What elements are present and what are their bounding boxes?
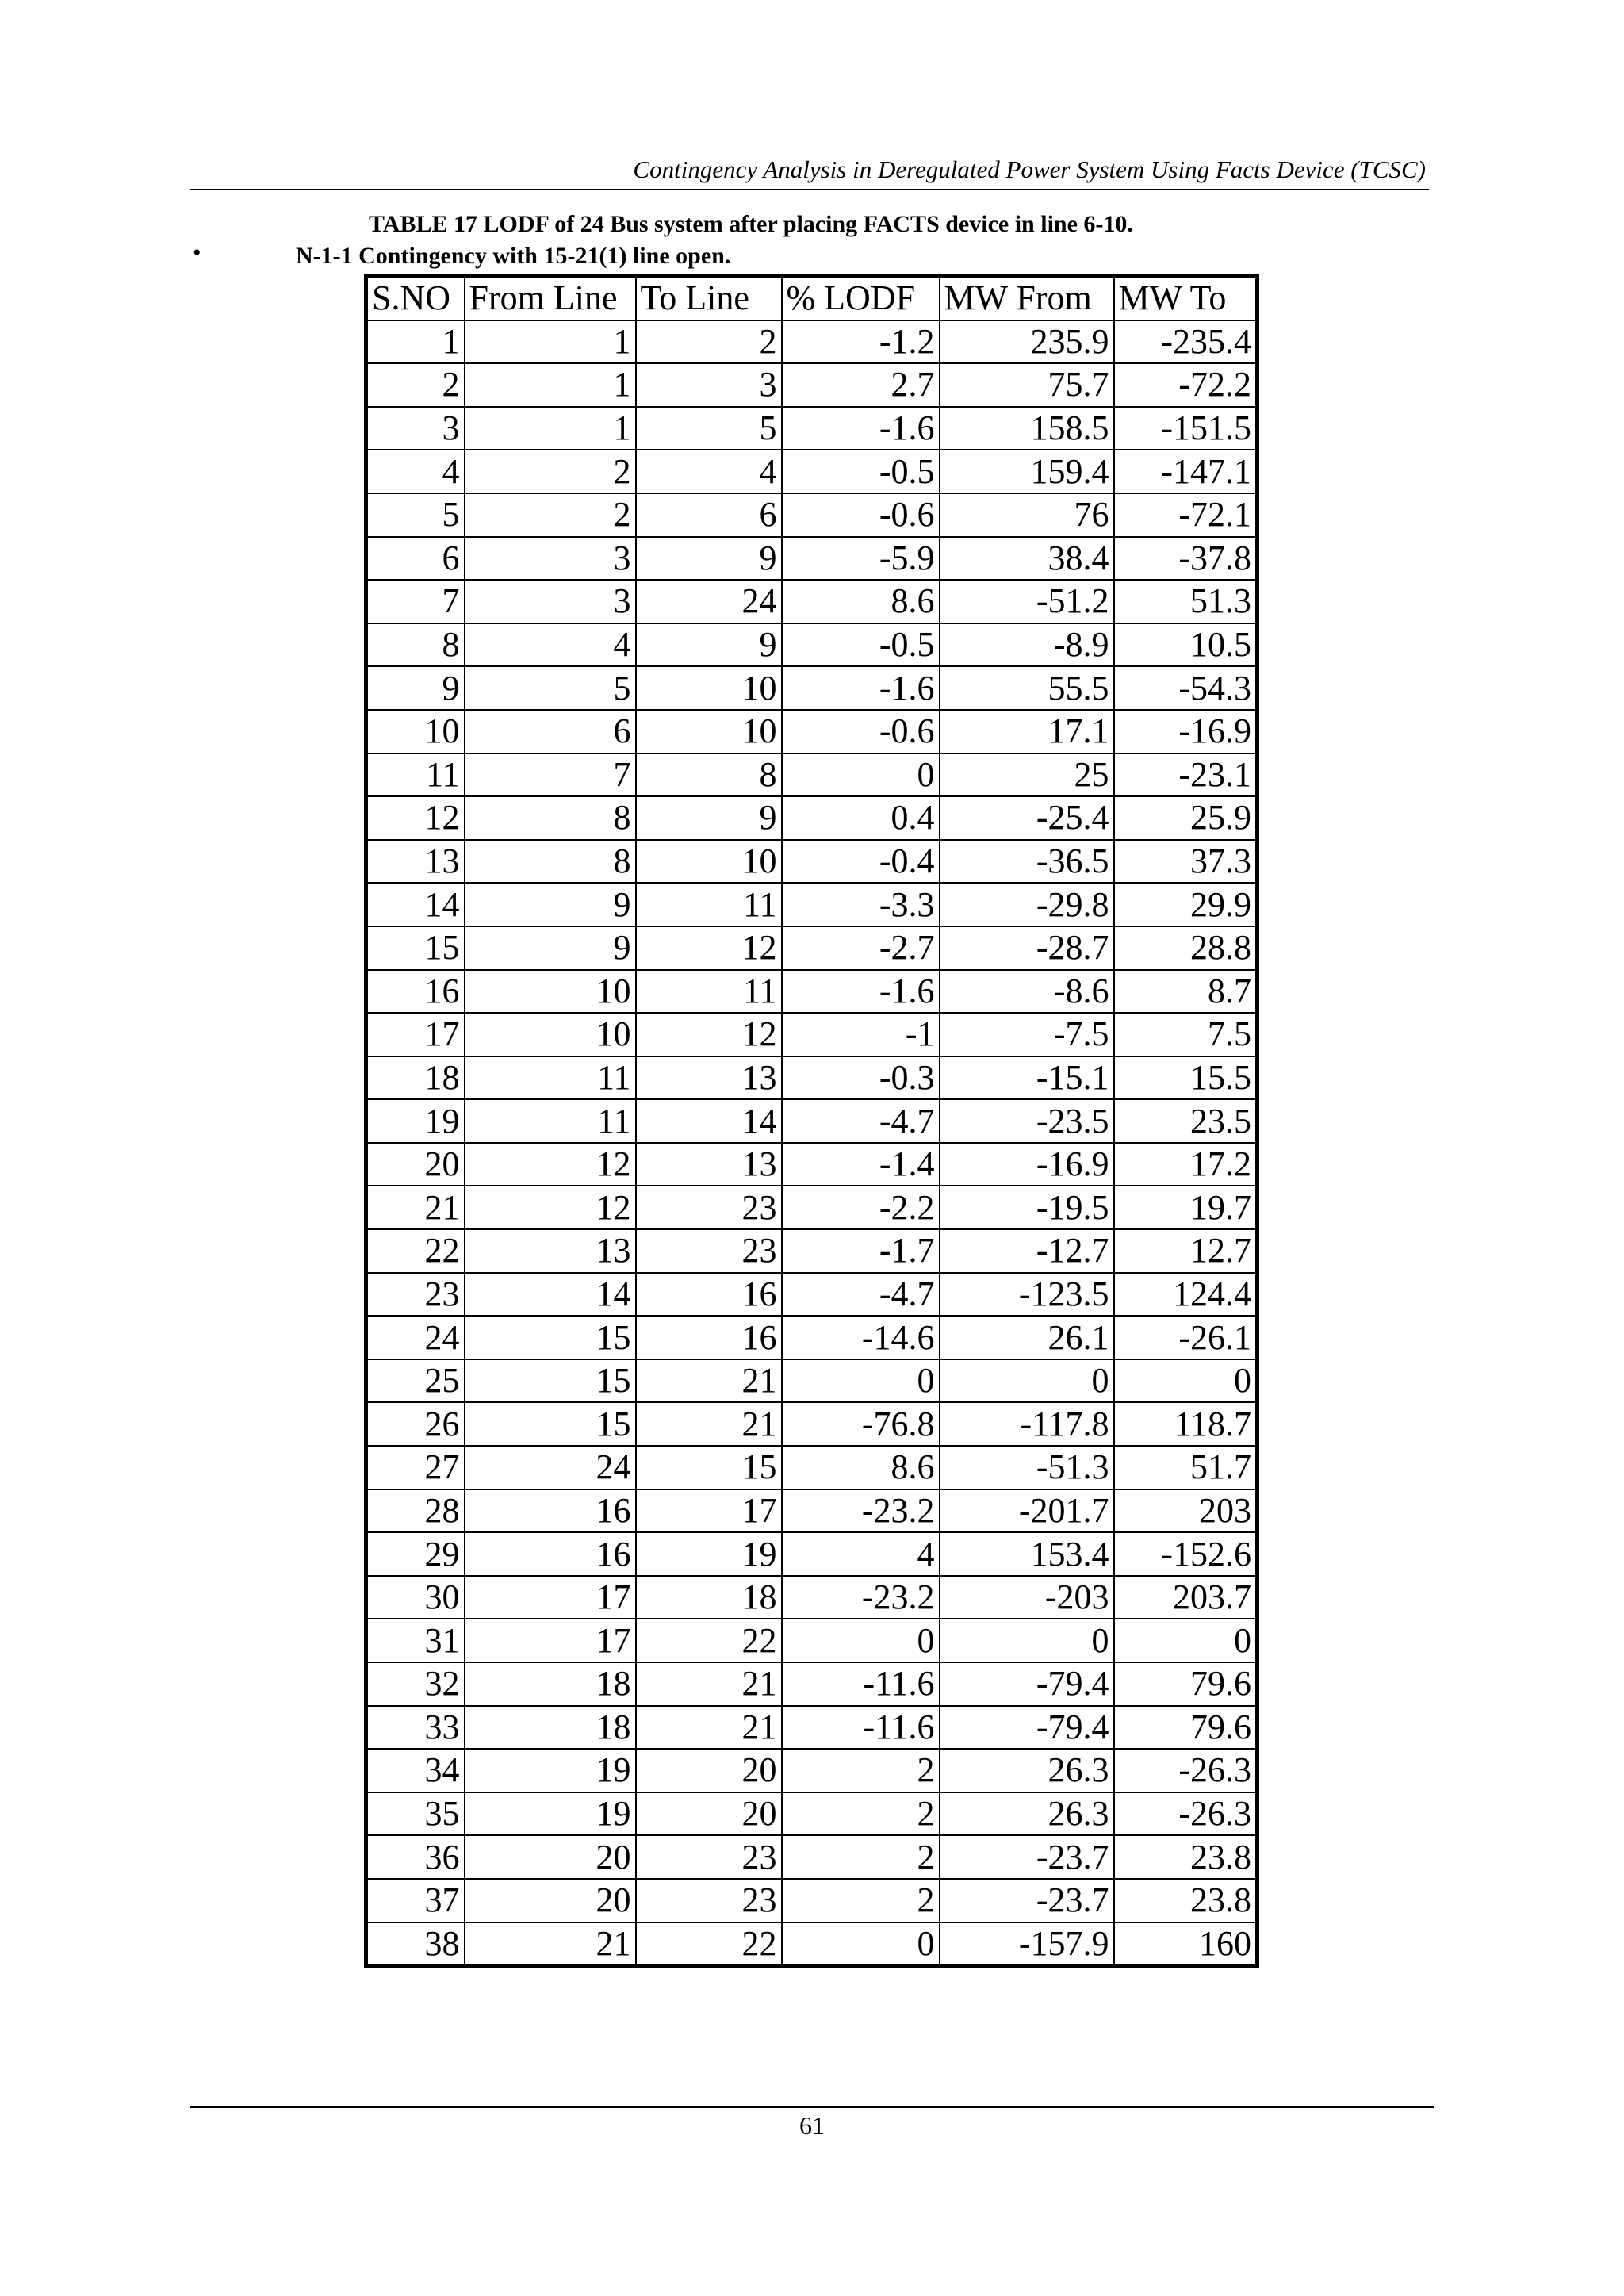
cell-sno: 15 <box>366 926 465 970</box>
cell-mw-to: 7.5 <box>1114 1013 1258 1056</box>
cell-mw-from: 26.1 <box>940 1316 1114 1359</box>
cell-from-line: 17 <box>465 1576 636 1619</box>
cell-sno: 28 <box>366 1489 465 1533</box>
table-row <box>366 1186 1258 1229</box>
cell-lodf: 4 <box>782 1532 940 1576</box>
cell-mw-to: 23.5 <box>1114 1099 1258 1143</box>
cell-mw-from: 159.4 <box>940 450 1114 493</box>
cell-mw-from: -79.4 <box>940 1706 1114 1750</box>
table-row <box>366 970 1258 1014</box>
cell-mw-to: -72.1 <box>1114 493 1258 537</box>
table-row <box>366 1056 1258 1100</box>
cell-lodf: -76.8 <box>782 1402 940 1446</box>
cell-from-line: 17 <box>465 1619 636 1662</box>
cell-to-line: 9 <box>636 796 782 840</box>
table-row <box>366 710 1258 753</box>
cell-mw-to: 203.7 <box>1114 1576 1258 1619</box>
cell-mw-from: -28.7 <box>940 926 1114 970</box>
cell-sno: 16 <box>366 970 465 1014</box>
cell-from-line: 1 <box>465 320 636 364</box>
cell-sno: 8 <box>366 623 465 667</box>
table-row <box>366 363 1258 407</box>
cell-to-line: 23 <box>636 1835 782 1879</box>
cell-from-line: 1 <box>465 363 636 407</box>
cell-to-line: 6 <box>636 493 782 537</box>
table-row <box>366 926 1258 970</box>
cell-lodf: -23.2 <box>782 1489 940 1533</box>
cell-lodf: 2 <box>782 1792 940 1836</box>
cell-mw-to: 0 <box>1114 1619 1258 1662</box>
cell-mw-from: -117.8 <box>940 1402 1114 1446</box>
cell-to-line: 10 <box>636 840 782 884</box>
cell-mw-from: 38.4 <box>940 537 1114 581</box>
cell-sno: 3 <box>366 407 465 450</box>
cell-lodf: -0.6 <box>782 493 940 537</box>
cell-sno: 11 <box>366 753 465 797</box>
table-row <box>366 796 1258 840</box>
cell-from-line: 5 <box>465 666 636 710</box>
cell-from-line: 15 <box>465 1316 636 1359</box>
cell-from-line: 8 <box>465 796 636 840</box>
table-caption: TABLE 17 LODF of 24 Bus system after placing FACTS device in line 6-10. <box>369 211 1133 237</box>
cell-to-line: 16 <box>636 1316 782 1359</box>
cell-lodf: -0.4 <box>782 840 940 884</box>
cell-from-line: 13 <box>465 1229 636 1273</box>
table-row <box>366 580 1258 623</box>
table-row <box>366 1662 1258 1706</box>
cell-mw-to: -152.6 <box>1114 1532 1258 1576</box>
table-row <box>366 537 1258 581</box>
column-header-from-line: From Line <box>465 276 636 320</box>
cell-lodf: 2 <box>782 1835 940 1879</box>
cell-lodf: 2 <box>782 1879 940 1922</box>
cell-lodf: 0 <box>782 1922 940 1967</box>
table-row <box>366 493 1258 537</box>
cell-lodf: -0.3 <box>782 1056 940 1100</box>
cell-lodf: -11.6 <box>782 1706 940 1750</box>
cell-to-line: 12 <box>636 1013 782 1056</box>
cell-mw-from: -201.7 <box>940 1489 1114 1533</box>
cell-to-line: 9 <box>636 623 782 667</box>
cell-from-line: 3 <box>465 537 636 581</box>
cell-mw-to: 28.8 <box>1114 926 1258 970</box>
footer-rule <box>190 2106 1434 2108</box>
cell-from-line: 20 <box>465 1835 636 1879</box>
cell-lodf: -0.5 <box>782 450 940 493</box>
column-header-mw-from: MW From <box>940 276 1114 320</box>
cell-to-line: 18 <box>636 1576 782 1619</box>
cell-mw-to: 51.7 <box>1114 1446 1258 1489</box>
cell-lodf: -2.2 <box>782 1186 940 1229</box>
cell-to-line: 24 <box>636 580 782 623</box>
cell-to-line: 17 <box>636 1489 782 1533</box>
cell-from-line: 10 <box>465 970 636 1014</box>
cell-to-line: 3 <box>636 363 782 407</box>
table-row <box>366 1359 1258 1403</box>
cell-to-line: 16 <box>636 1273 782 1317</box>
cell-mw-to: 15.5 <box>1114 1056 1258 1100</box>
cell-lodf: -23.2 <box>782 1576 940 1619</box>
cell-to-line: 13 <box>636 1143 782 1186</box>
cell-mw-from: 17.1 <box>940 710 1114 753</box>
cell-mw-to: 124.4 <box>1114 1273 1258 1317</box>
cell-lodf: -11.6 <box>782 1662 940 1706</box>
cell-from-line: 12 <box>465 1143 636 1186</box>
cell-to-line: 14 <box>636 1099 782 1143</box>
cell-mw-from: 55.5 <box>940 666 1114 710</box>
cell-sno: 2 <box>366 363 465 407</box>
cell-lodf: -1.7 <box>782 1229 940 1273</box>
table-row <box>366 1099 1258 1143</box>
cell-from-line: 24 <box>465 1446 636 1489</box>
cell-mw-to: 10.5 <box>1114 623 1258 667</box>
cell-from-line: 11 <box>465 1099 636 1143</box>
cell-lodf: -5.9 <box>782 537 940 581</box>
cell-from-line: 18 <box>465 1662 636 1706</box>
cell-mw-to: 79.6 <box>1114 1706 1258 1750</box>
cell-mw-to: 23.8 <box>1114 1835 1258 1879</box>
cell-to-line: 15 <box>636 1446 782 1489</box>
cell-from-line: 9 <box>465 926 636 970</box>
table-row <box>366 1143 1258 1186</box>
cell-to-line: 23 <box>636 1879 782 1922</box>
cell-sno: 26 <box>366 1402 465 1446</box>
cell-lodf: -1 <box>782 1013 940 1056</box>
cell-mw-from: -203 <box>940 1576 1114 1619</box>
cell-mw-from: 26.3 <box>940 1749 1114 1792</box>
cell-to-line: 22 <box>636 1619 782 1662</box>
cell-from-line: 10 <box>465 1013 636 1056</box>
cell-sno: 19 <box>366 1099 465 1143</box>
cell-lodf: -3.3 <box>782 883 940 926</box>
cell-lodf: -4.7 <box>782 1099 940 1143</box>
cell-mw-from: -36.5 <box>940 840 1114 884</box>
cell-from-line: 15 <box>465 1359 636 1403</box>
cell-to-line: 2 <box>636 320 782 364</box>
cell-mw-from: -23.7 <box>940 1879 1114 1922</box>
cell-sno: 12 <box>366 796 465 840</box>
table-row <box>366 450 1258 493</box>
cell-to-line: 8 <box>636 753 782 797</box>
cell-sno: 14 <box>366 883 465 926</box>
cell-mw-from: 26.3 <box>940 1792 1114 1836</box>
cell-lodf: 0.4 <box>782 796 940 840</box>
cell-lodf: -1.6 <box>782 970 940 1014</box>
cell-lodf: 2 <box>782 1749 940 1792</box>
table-row <box>366 1013 1258 1056</box>
header-rule <box>190 189 1429 190</box>
cell-sno: 17 <box>366 1013 465 1056</box>
cell-sno: 10 <box>366 710 465 753</box>
cell-lodf: -2.7 <box>782 926 940 970</box>
cell-mw-from: -15.1 <box>940 1056 1114 1100</box>
table-row <box>366 1749 1258 1792</box>
cell-mw-from: 75.7 <box>940 363 1114 407</box>
table-row <box>366 1792 1258 1836</box>
cell-from-line: 4 <box>465 623 636 667</box>
cell-to-line: 13 <box>636 1056 782 1100</box>
cell-sno: 6 <box>366 537 465 581</box>
cell-mw-from: -25.4 <box>940 796 1114 840</box>
table-row <box>366 1446 1258 1489</box>
cell-from-line: 1 <box>465 407 636 450</box>
table-row <box>366 1229 1258 1273</box>
cell-mw-from: -7.5 <box>940 1013 1114 1056</box>
cell-from-line: 19 <box>465 1749 636 1792</box>
cell-to-line: 21 <box>636 1662 782 1706</box>
table-row <box>366 1489 1258 1533</box>
cell-sno: 23 <box>366 1273 465 1317</box>
cell-from-line: 16 <box>465 1489 636 1533</box>
cell-lodf: 0 <box>782 1359 940 1403</box>
table-row <box>366 1879 1258 1922</box>
cell-sno: 36 <box>366 1835 465 1879</box>
cell-sno: 5 <box>366 493 465 537</box>
cell-lodf: -1.6 <box>782 407 940 450</box>
cell-to-line: 23 <box>636 1186 782 1229</box>
cell-to-line: 9 <box>636 537 782 581</box>
cell-sno: 9 <box>366 666 465 710</box>
cell-mw-from: 0 <box>940 1359 1114 1403</box>
cell-sno: 29 <box>366 1532 465 1576</box>
table-row <box>366 1402 1258 1446</box>
cell-sno: 13 <box>366 840 465 884</box>
cell-mw-from: -16.9 <box>940 1143 1114 1186</box>
cell-to-line: 20 <box>636 1749 782 1792</box>
cell-lodf: -14.6 <box>782 1316 940 1359</box>
cell-mw-from: 158.5 <box>940 407 1114 450</box>
lodf-table <box>364 274 1259 1968</box>
cell-to-line: 5 <box>636 407 782 450</box>
cell-mw-from: -19.5 <box>940 1186 1114 1229</box>
cell-mw-from: -51.2 <box>940 580 1114 623</box>
cell-lodf: 0 <box>782 1619 940 1662</box>
cell-mw-to: -23.1 <box>1114 753 1258 797</box>
cell-from-line: 8 <box>465 840 636 884</box>
cell-from-line: 16 <box>465 1532 636 1576</box>
cell-to-line: 10 <box>636 666 782 710</box>
cell-lodf: -1.4 <box>782 1143 940 1186</box>
table-row <box>366 753 1258 797</box>
cell-sno: 32 <box>366 1662 465 1706</box>
table-row <box>366 623 1258 667</box>
cell-mw-to: -37.8 <box>1114 537 1258 581</box>
cell-lodf: 8.6 <box>782 580 940 623</box>
cell-to-line: 4 <box>636 450 782 493</box>
cell-from-line: 9 <box>465 883 636 926</box>
cell-mw-to: 203 <box>1114 1489 1258 1533</box>
table-row <box>366 1273 1258 1317</box>
cell-from-line: 19 <box>465 1792 636 1836</box>
cell-mw-from: -8.9 <box>940 623 1114 667</box>
cell-lodf: -1.2 <box>782 320 940 364</box>
cell-from-line: 21 <box>465 1922 636 1967</box>
cell-lodf: -0.5 <box>782 623 940 667</box>
cell-mw-to: 79.6 <box>1114 1662 1258 1706</box>
cell-mw-to: -26.3 <box>1114 1749 1258 1792</box>
cell-to-line: 10 <box>636 710 782 753</box>
cell-sno: 35 <box>366 1792 465 1836</box>
table-row <box>366 1835 1258 1879</box>
cell-mw-to: -151.5 <box>1114 407 1258 450</box>
cell-mw-to: -16.9 <box>1114 710 1258 753</box>
table-body <box>366 320 1258 1967</box>
cell-from-line: 6 <box>465 710 636 753</box>
cell-mw-from: -12.7 <box>940 1229 1114 1273</box>
cell-from-line: 11 <box>465 1056 636 1100</box>
cell-mw-to: 0 <box>1114 1359 1258 1403</box>
cell-from-line: 2 <box>465 450 636 493</box>
cell-mw-to: 160 <box>1114 1922 1258 1967</box>
cell-mw-to: 51.3 <box>1114 580 1258 623</box>
cell-from-line: 15 <box>465 1402 636 1446</box>
cell-mw-from: -23.7 <box>940 1835 1114 1879</box>
cell-mw-from: 235.9 <box>940 320 1114 364</box>
cell-to-line: 21 <box>636 1706 782 1750</box>
cell-to-line: 12 <box>636 926 782 970</box>
cell-sno: 37 <box>366 1879 465 1922</box>
column-header-lodf: % LODF <box>782 276 940 320</box>
cell-mw-to: 37.3 <box>1114 840 1258 884</box>
bullet-icon: • <box>193 240 201 266</box>
table-row <box>366 1922 1258 1967</box>
cell-sno: 31 <box>366 1619 465 1662</box>
cell-mw-to: 8.7 <box>1114 970 1258 1014</box>
cell-from-line: 12 <box>465 1186 636 1229</box>
table-row <box>366 407 1258 450</box>
cell-from-line: 18 <box>465 1706 636 1750</box>
table-row <box>366 840 1258 884</box>
cell-sno: 4 <box>366 450 465 493</box>
cell-mw-to: 25.9 <box>1114 796 1258 840</box>
cell-mw-to: 29.9 <box>1114 883 1258 926</box>
cell-from-line: 7 <box>465 753 636 797</box>
cell-mw-to: -147.1 <box>1114 450 1258 493</box>
cell-to-line: 11 <box>636 970 782 1014</box>
cell-mw-to: -54.3 <box>1114 666 1258 710</box>
cell-mw-from: -157.9 <box>940 1922 1114 1967</box>
cell-mw-from: -79.4 <box>940 1662 1114 1706</box>
cell-sno: 20 <box>366 1143 465 1186</box>
running-header: Contingency Analysis in Deregulated Power System Using Facts Device (TCSC) <box>633 155 1426 183</box>
cell-mw-from: 25 <box>940 753 1114 797</box>
cell-sno: 27 <box>366 1446 465 1489</box>
cell-lodf: -0.6 <box>782 710 940 753</box>
cell-to-line: 20 <box>636 1792 782 1836</box>
cell-sno: 30 <box>366 1576 465 1619</box>
cell-sno: 21 <box>366 1186 465 1229</box>
cell-mw-to: -26.3 <box>1114 1792 1258 1836</box>
cell-sno: 22 <box>366 1229 465 1273</box>
bullet-text: N-1-1 Contingency with 15-21(1) line open. <box>296 243 731 269</box>
cell-mw-from: -51.3 <box>940 1446 1114 1489</box>
cell-sno: 1 <box>366 320 465 364</box>
table-row <box>366 1532 1258 1576</box>
column-header-mw-to: MW To <box>1114 276 1258 320</box>
cell-from-line: 14 <box>465 1273 636 1317</box>
cell-mw-to: 17.2 <box>1114 1143 1258 1186</box>
cell-to-line: 21 <box>636 1359 782 1403</box>
cell-mw-from: 76 <box>940 493 1114 537</box>
page-number: 61 <box>799 2111 825 2140</box>
table-row <box>366 320 1258 364</box>
cell-mw-from: -23.5 <box>940 1099 1114 1143</box>
cell-from-line: 2 <box>465 493 636 537</box>
table-header-row <box>366 276 1258 320</box>
cell-sno: 34 <box>366 1749 465 1792</box>
cell-to-line: 22 <box>636 1922 782 1967</box>
cell-sno: 33 <box>366 1706 465 1750</box>
cell-mw-from: -29.8 <box>940 883 1114 926</box>
cell-from-line: 3 <box>465 580 636 623</box>
cell-mw-to: -235.4 <box>1114 320 1258 364</box>
cell-to-line: 11 <box>636 883 782 926</box>
cell-mw-from: -123.5 <box>940 1273 1114 1317</box>
cell-mw-to: -26.1 <box>1114 1316 1258 1359</box>
cell-mw-to: 12.7 <box>1114 1229 1258 1273</box>
cell-mw-to: 23.8 <box>1114 1879 1258 1922</box>
column-header-to-line: To Line <box>636 276 782 320</box>
cell-lodf: -4.7 <box>782 1273 940 1317</box>
cell-mw-to: 19.7 <box>1114 1186 1258 1229</box>
cell-lodf: 0 <box>782 753 940 797</box>
cell-mw-to: -72.2 <box>1114 363 1258 407</box>
cell-mw-from: 0 <box>940 1619 1114 1662</box>
table-row <box>366 1706 1258 1750</box>
cell-sno: 38 <box>366 1922 465 1967</box>
cell-sno: 18 <box>366 1056 465 1100</box>
cell-to-line: 23 <box>636 1229 782 1273</box>
cell-to-line: 19 <box>636 1532 782 1576</box>
cell-lodf: 2.7 <box>782 363 940 407</box>
cell-to-line: 21 <box>636 1402 782 1446</box>
cell-sno: 24 <box>366 1316 465 1359</box>
cell-lodf: -1.6 <box>782 666 940 710</box>
cell-mw-to: 118.7 <box>1114 1402 1258 1446</box>
table-row <box>366 1619 1258 1662</box>
cell-from-line: 20 <box>465 1879 636 1922</box>
cell-sno: 25 <box>366 1359 465 1403</box>
column-header-sno: S.NO <box>366 276 465 320</box>
cell-mw-from: 153.4 <box>940 1532 1114 1576</box>
cell-lodf: 8.6 <box>782 1446 940 1489</box>
cell-mw-from: -8.6 <box>940 970 1114 1014</box>
cell-sno: 7 <box>366 580 465 623</box>
table-row <box>366 883 1258 926</box>
table-row <box>366 1576 1258 1619</box>
table-row <box>366 666 1258 710</box>
table-row <box>366 1316 1258 1359</box>
